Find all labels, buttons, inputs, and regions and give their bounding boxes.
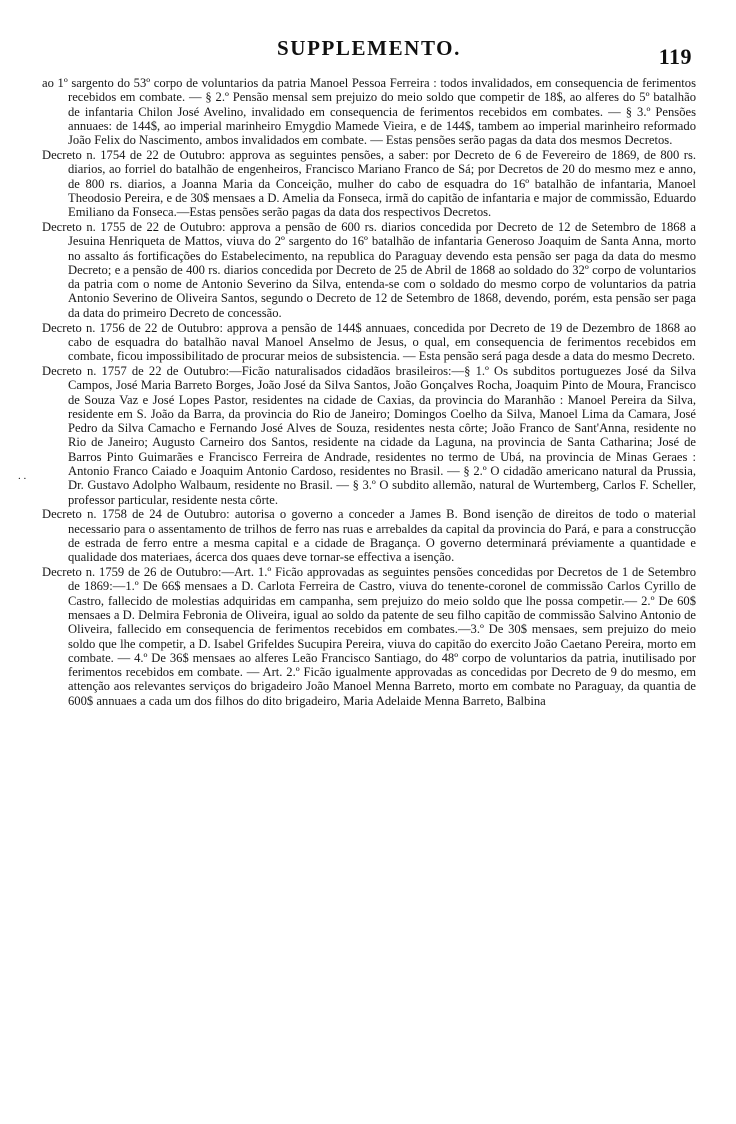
paragraph: Decreto n. 1754 de 22 de Outubro: approva as seguintes pensões, a saber: por Decreto de 6 de Fevereiro de 1869, de 800 rs. diarios, ao forriel do batalhão de engenheiros, Francisco Mariano Franco de Sá; por Decretos de 20 do mesmo mez e anno, de 800 rs. diarios, a Joanna Maria da Conceição, mulher do cabo de esquadra do 16º batalhão de infantaria, Manoel Theodosio Pereira, e de 30$ mensaes a D. Amelia da Fonseca, irmã do capitão de infantaria e major de commissão, Eduardo Emiliano da Fonseca.—Estas pensões serão pagas da data dos respectivos Decretos. [42,147,700,220]
margin-mark: . . [18,470,27,482]
paragraph: Decreto n. 1756 de 22 de Outubro: approva a pensão de 144$ annuaes, concedida por Decreto de 19 de Dezembro de 1868 ao cabo de esquadra do batalhão naval Manoel Anselmo de Jesus, o qual, em consequencia de ferimentos recebidos em combate, ficou impossibilitado de procurar meios de subsistencia. — Esta pensão será paga desde a data do mesmo Decreto. [42,320,700,364]
paragraph: Decreto n. 1759 de 26 de Outubro:—Art. 1.º Ficão approvadas as seguintes pensões concedidas por Decretos de 1 de Setembro de 1869:—1.º De 66$ mensaes a D. Carlota Ferreira de Castro, viuva do tenente-coronel de commissão Carlos Cyrillo de Castro, fallecido de molestias adquiridas em campanha, sem prejuizo do meio soldo que lhe possa competir.— 2.º De 60$ mensaes a D. Delmira Febronia de Oliveira, igual ao soldo da patente de seu filho capitão de commissão Salvino Antonio de Oliveira, fallecido em consequencia de ferimentos recebidos em combates.—3.º De 30$ mensaes, sem prejuizo do meio soldo que lhe competir, a D. Isabel Grifeldes Sucupira Pereira, viuva do capitão do exercito João Caetano Pereira, morto em combate. — 4.º De 36$ mensaes ao alferes Leão Francisco Santiago, do 48º corpo de voluntarios da patria, inutilisado por ferimentos recebidos em combate. — Art. 2.º Ficão igualmente approvadas as concedidas por Decreto de 9 do mesmo, em attenção aos relevantes serviços do brigadeiro João Manoel Menna Barreto, morto em combate no Paraguay, da quantia de 600$ annuaes a cada um dos filhos do dito brigadeiro, Maria Adelaide Menna Barreto, Balbina [42,565,700,708]
page-number: 119 [658,44,692,69]
paragraph: ao 1º sargento do 53º corpo de voluntarios da patria Manoel Pessoa Ferreira : todos invalidados, em consequencia de ferimentos recebidos em combate. — § 2.º Pensão mensal sem prejuizo do meio soldo que competir de 18$, ao alferes do 5º batalhão de infantaria Chilon José Avelino, invalidado em consequencia de ferimentos recebidos em combates. — § 3.º Pensões annuaes: de 144$, ao imperial marinheiro Emygdio Mamede Vieira, e de 144$, tambem ao imperial marinheiro reformado João Felix do Nascimento, ambos invalidados em combate. — Estas pensões serão pagas da data dos mesmos Decretos. [42,76,700,148]
document-body [42,76,700,708]
page-title: SUPPLEMENTO. [277,36,461,60]
paragraph: Decreto n. 1758 de 24 de Outubro: autorisa o governo a conceder a James B. Bond isenção de direitos de todo o material necessario para o assentamento de trilhos de ferro nas ruas e arrebaldes da capital da provincia do Pará, e para a construcção de estrada de ferro entre a mesma capital e a cidade de Bragança. O governo determinará préviamente a quantidade e qualidade dos materiaes, ácerca dos quaes deve tornar-se effectiva a isenção. [42,507,700,565]
page-header [42,36,696,70]
paragraph: Decreto n. 1757 de 22 de Outubro:—Ficão naturalisados cidadãos brasileiros:—§ 1.º Os subditos portuguezes José da Silva Campos, José Maria Barreto Borges, João José da Silva Santos, João Gonçalves Rocha, Joaquim Pinto de Moura, Francisco de Souza Vaz e José Lopes Pastor, residentes na cidade de Caxias, da provincia do Maranhão : Manoel Pereira da Silva, residente em S. João da Barra, da provincia do Rio de Janeiro; Domingos Coelho da Silva, Manoel Lima da Camara, José Pedro da Silva Camacho e Fernando José Alves de Souza, residentes nesta côrte; João Franco de Sant'Anna, residente no Rio de Janeiro; Augusto Carneiro dos Santos, residente na cidade da Laguna, na provincia de Santa Catharina; José de Barros Pinto Guimarães e Francisco Ferreira de Andrade, residentes no termo de Ubá, na provincia de Minas Geraes : Antonio Franco Caiado e Joaquim Antonio Cardoso, residentes no Brasil. — § 2.º O cidadão americano natural da Prussia, Dr. Gustavo Adolpho Walbaum, residente no Brasil. — § 3.º O subdito allemão, natural de Wurtemberg, Carlos F. Scheller, professor particular, residente nesta côrte. [42,363,700,507]
paragraph: Decreto n. 1755 de 22 de Outubro: approva a pensão de 600 rs. diarios concedida por Decreto de 12 de Setembro de 1868 a Jesuina Henriqueta de Mattos, viuva do 2º sargento do 16º batalhão de infantaria Generoso Joaquim de Santa Anna, morto no assalto ás fortificações do Estabelecimento, na republica do Paraguay devendo esta pensão ser paga da data do mesmo Decreto; e a pensão de 400 rs. diarios concedida por Decreto de 25 de Abril de 1868 ao soldado do 32º corpo de voluntarios da patria com o nome de Antonio Severino da Silva, entenda-se com o soldado do mesmo corpo de voluntarios da patria Antonio Severino de Oliveira Santos, segundo o Decreto de 12 de Setembro de 1868, devendo, porém, esta pensão ser paga da data do primeiro Decreto de concessão. [42,219,700,320]
